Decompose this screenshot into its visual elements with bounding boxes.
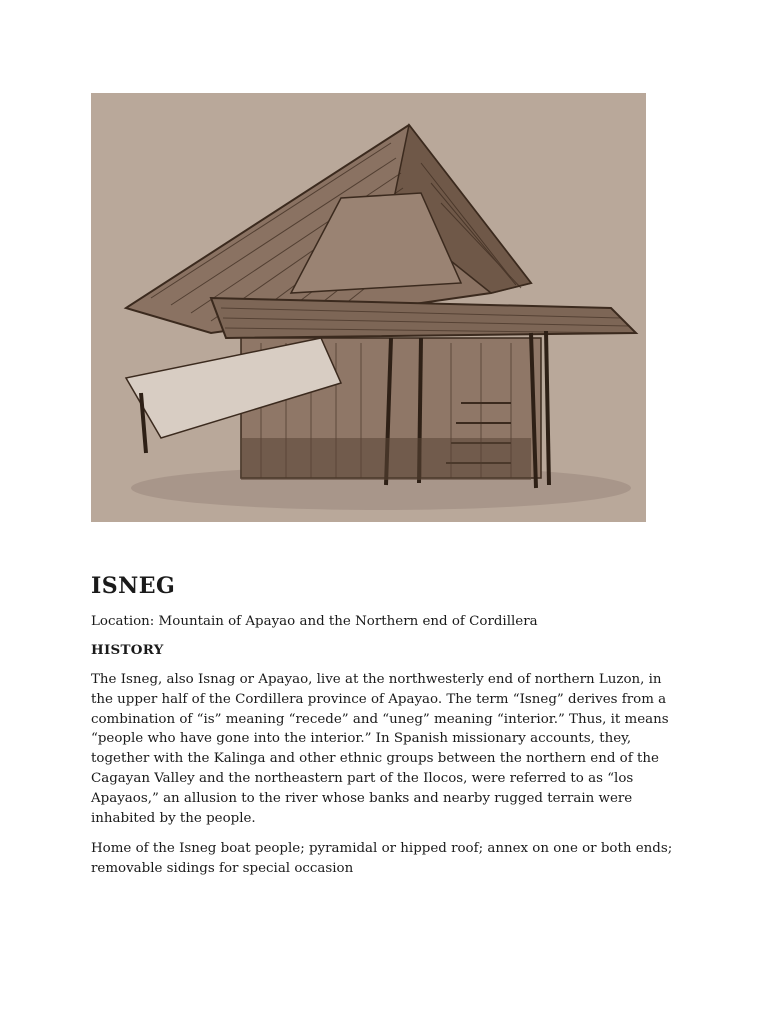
history-heading: HISTORY — [91, 642, 164, 658]
page-title: ISNEG — [91, 573, 176, 599]
article-content — [91, 572, 691, 890]
location-line: Location: Mountain of Apayao and the Northern end of Cordillera — [91, 614, 538, 629]
history-paragraph: The Isneg, also Isnag or Apayao, live at the northwesterly end of northern Luzon, in the upper half of the Cordillera province of Apayao. The term “Isneg” derives from a combination of “is” meaning “recede” and “uneg” meaning “interior.” Thus, it means “people who have gone into the interior.” In Spanish missionary accounts, they, together with the Kalinga and other ethnic groups between the northern end of the Cagayan Valley and the northeastern part of the Ilocos, were referred to as “los Apayaos,” an allusion to the river whose banks and nearby rugged terrain were inhabited by the people. — [91, 672, 669, 826]
underfloor-shadow — [241, 438, 531, 480]
house-description-paragraph: Home of the Isneg boat people; pyramidal or hipped roof; annex on one or both ends; removable sidings for special occasion — [91, 841, 673, 877]
isneg-house-drawing — [91, 93, 646, 522]
house-sketch-image — [91, 93, 646, 522]
